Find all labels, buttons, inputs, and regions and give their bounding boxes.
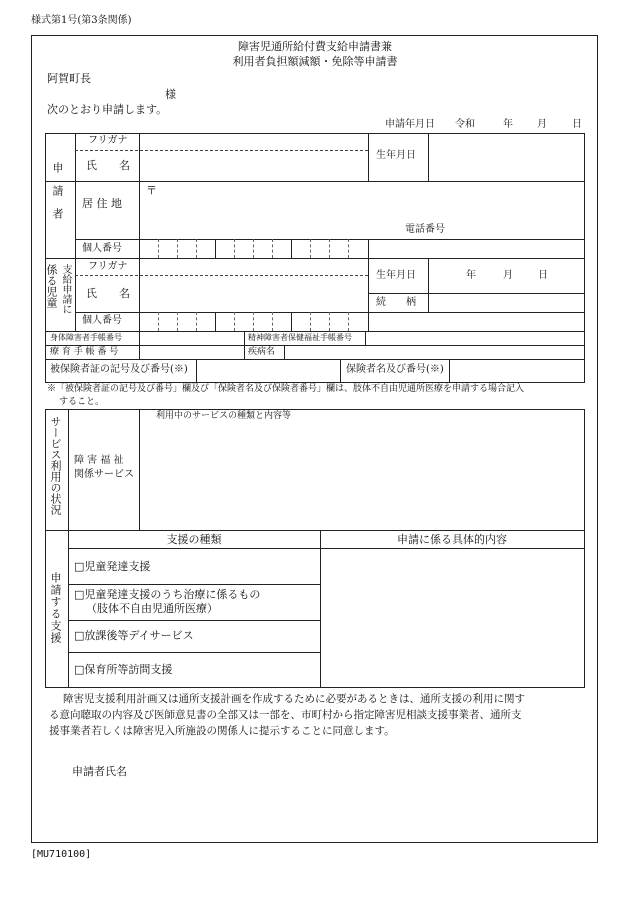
mental-health-label: 精神障害者保健福祉手帳番号 bbox=[248, 333, 352, 342]
applicant-furigana-label: フリガナ bbox=[88, 135, 128, 146]
support-item-medical-treatment-note: （肢体不自由児通所医療） bbox=[86, 602, 218, 615]
note-line1: ※「被保険者証の記号及び番号」欄及び「保険者名及び保険者番号」欄は、肢体不自由児通所医療を申請する場合記入 bbox=[47, 384, 525, 394]
support-item-after-school[interactable]: □放課後等デイサービス bbox=[74, 629, 194, 642]
support-section-label: 申請する支援 bbox=[49, 572, 62, 644]
consent-line1: 障害児支援利用計画又は通所支援計画を作成するために必要があるときは、通所支援の利用に関す bbox=[63, 693, 525, 705]
form-title-line1: 障害児通所給付費支給申請書兼 bbox=[238, 40, 392, 53]
disease-name-label: 疾病名 bbox=[248, 347, 276, 357]
child-section-label-2: 支給申請に bbox=[60, 264, 71, 314]
applicant-address-label: 居 住 地 bbox=[82, 197, 122, 210]
consent-line2: る意向聴取の内容及び医師意見書の全部又は一部を、市町村から指定障害児相談支援事業者、通所支 bbox=[49, 709, 522, 721]
child-birthdate-label: 生年月日 bbox=[376, 270, 416, 281]
child-birth-year: 年 bbox=[466, 270, 476, 281]
child-birth-day: 日 bbox=[538, 270, 548, 281]
form-code: [MU710100] bbox=[31, 849, 92, 860]
date-month: 月 bbox=[537, 119, 547, 130]
intro-text: 次のとおり申請します。 bbox=[47, 103, 168, 116]
insured-card-label: 被保険者証の記号及び番号(※) bbox=[50, 364, 188, 375]
support-item-medical-treatment[interactable]: □児童発達支援のうち治療に係るもの bbox=[74, 588, 261, 601]
era: 令和 bbox=[455, 119, 475, 130]
note-line2: すること。 bbox=[59, 397, 105, 407]
date-year: 年 bbox=[503, 119, 513, 130]
form-number: 様式第1号(第3条関係) bbox=[31, 15, 132, 26]
child-relation-label: 続 柄 bbox=[376, 297, 416, 308]
service-content-header: 利用中のサービスの種類と内容等 bbox=[156, 411, 292, 421]
service-category-line2: 関係サービス bbox=[74, 469, 134, 480]
form-title-line2: 利用者負担額減額・免除等申請書 bbox=[232, 55, 398, 68]
application-date-label: 申請年月日 bbox=[385, 119, 435, 130]
applicant-section-label: 申請者 bbox=[51, 162, 64, 231]
date-day: 日 bbox=[572, 119, 582, 130]
applicant-personal-number-label: 個人番号 bbox=[82, 243, 122, 254]
support-content-header: 申請に係る具体的内容 bbox=[397, 533, 507, 546]
applicant-name-label: 氏 名 bbox=[86, 159, 130, 172]
applicant-birthdate-label: 生年月日 bbox=[376, 150, 416, 161]
service-category-line1: 障 害 福 祉 bbox=[74, 455, 124, 466]
support-item-nursery-visit[interactable]: □保育所等訪問支援 bbox=[74, 663, 173, 676]
child-birth-month: 月 bbox=[503, 270, 513, 281]
rehab-label: 療 育 手 帳 番 号 bbox=[50, 347, 119, 357]
support-item-child-development[interactable]: □児童発達支援 bbox=[74, 560, 151, 573]
signature-label: 申請者氏名 bbox=[72, 765, 127, 778]
insurer-label: 保険者名及び番号(※) bbox=[346, 364, 444, 375]
child-personal-number-label: 個人番号 bbox=[82, 315, 122, 326]
child-name-label: 氏 名 bbox=[86, 287, 130, 300]
service-status-label: サービス利用の状況 bbox=[49, 416, 62, 515]
applicant-postal-mark: 〒 bbox=[146, 184, 157, 197]
honorific: 様 bbox=[165, 88, 176, 101]
physical-disability-label: 身体障害者手帳番号 bbox=[50, 333, 122, 342]
child-section-label-1: 係る児童 bbox=[45, 264, 58, 308]
support-type-header: 支援の種類 bbox=[166, 533, 222, 546]
town-head: 阿賀町長 bbox=[47, 72, 91, 85]
applicant-phone-label: 電話番号 bbox=[405, 224, 445, 235]
child-furigana-label: フリガナ bbox=[88, 261, 128, 272]
consent-line3: 援事業者若しくは障害児入所施設の関係人に提示することに同意します。 bbox=[49, 725, 395, 737]
